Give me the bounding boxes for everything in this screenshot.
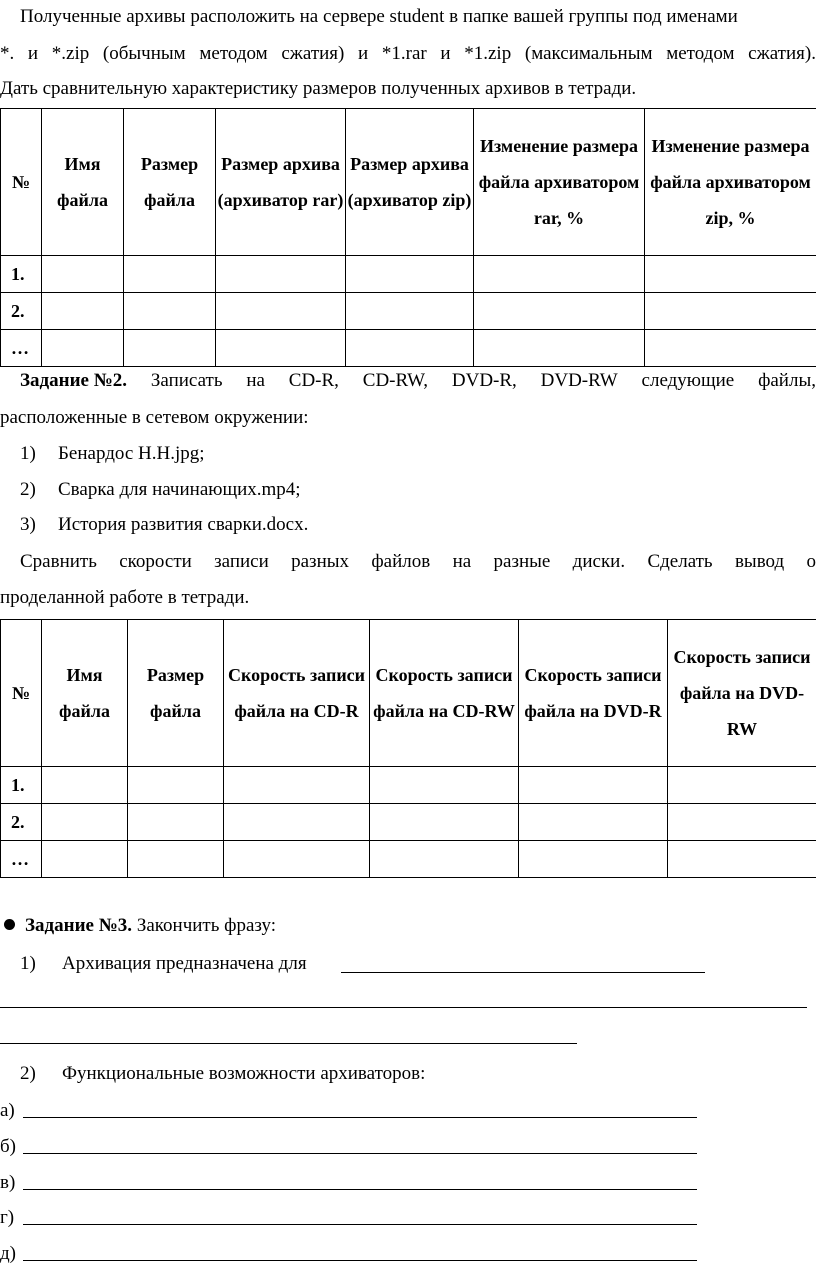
task2-line-2 [0,407,309,429]
word: DVD-RW [540,370,618,391]
word: файлы, [758,370,816,391]
word: на [452,551,472,572]
table-cell [42,804,128,841]
table-cell [645,256,816,293]
write-speed-table [0,619,816,878]
table-cell [128,767,224,804]
word: скорости [119,551,192,572]
task2-line-1 [20,370,816,392]
table-cell [42,767,128,804]
word: разных [291,551,349,572]
table-cell [519,804,668,841]
table2-header-cell: Размер файла [128,620,224,767]
table2-header-cell: Скорость записи файла на CD-RW [370,620,519,767]
answer-row-c [0,1172,15,1194]
table-row [1,767,816,804]
table-cell [42,256,124,293]
row-number: 1. [1,256,42,293]
table-cell [124,330,216,367]
table1-header-cell: Изменение размера файла архиватором rar, % [474,109,645,256]
answer-letter: г) [0,1207,15,1228]
table-cell [124,256,216,293]
task3-text: Закончить фразу: [136,915,277,936]
word: Сравнить [20,551,97,572]
table1-header-row [1,109,816,256]
word: и [440,43,451,64]
table-cell [346,256,474,293]
table-cell [474,330,645,367]
row-number: 2. [1,293,42,330]
table-cell [668,804,816,841]
task2-item-2 [20,479,301,501]
intro-line-1-text: Полученные архивы расположить на сервере student в папке вашей группы под именами [20,6,738,27]
table2-header-cell: Скорость записи файла на CD-R [224,620,370,767]
table2-header-cell: Имя файла [42,620,128,767]
table-cell [519,841,668,878]
table-cell [346,330,474,367]
word: методом [199,43,268,64]
table2-header-cell: Скорость записи файла на DVD-R [519,620,668,767]
word: разные [493,551,551,572]
table-cell [224,767,370,804]
word: Записать [150,370,223,391]
task2-compare-line-1 [20,551,816,573]
table-cell [668,767,816,804]
table-cell [128,804,224,841]
answer-blank-line[interactable] [341,972,705,973]
table-cell [42,293,124,330]
task2-compare-line-2-text: проделанной работе в тетради. [0,587,250,608]
word: (максимальным [524,43,653,64]
table-cell [519,767,668,804]
answer-blank-line[interactable] [23,1224,697,1225]
list-item-number: 1) [20,953,36,974]
word: *. [0,43,15,64]
row-number: … [1,330,42,367]
answer-row-b [0,1136,16,1158]
table-cell [216,330,346,367]
word: сжатия) [281,43,345,64]
table-row [1,804,816,841]
table-cell [474,256,645,293]
list-item-text: Функциональные возможности архиваторов: [62,1063,426,1084]
table-row [1,293,816,330]
table-row [1,256,816,293]
table-cell [42,841,128,878]
list-item-number: 1) [20,443,36,464]
table-cell [216,256,346,293]
task2-item-3 [20,514,309,536]
list-item-text: История развития сварки.docx. [58,514,309,535]
answer-blank-line[interactable] [23,1189,697,1190]
word: следующие [641,370,735,391]
word: на [246,370,265,391]
table1-header-cell: Размер архива (архиватор rar) [216,109,346,256]
table1-header-cell: Изменение размера файла архиватором zip, % [645,109,816,256]
answer-row-e [0,1243,16,1265]
list-item-number: 2) [20,1063,36,1084]
answer-letter: д) [0,1243,16,1264]
answer-blank-line[interactable] [23,1153,697,1154]
intro-line-2 [0,43,816,65]
word: и [358,43,369,64]
table-cell [224,804,370,841]
table-cell [346,293,474,330]
row-number: 2. [1,804,42,841]
table-cell [128,841,224,878]
table-cell [224,841,370,878]
answer-blank-line[interactable] [23,1117,697,1118]
task2-label: Задание №2. [20,370,128,391]
list-item-number: 2) [20,479,36,500]
task3-item-2 [20,1063,426,1085]
table2-header-row [1,620,816,767]
table-cell [370,841,519,878]
task3-label: Задание №3. [25,915,133,936]
list-item-text: Сварка для начинающих.mp4; [58,479,301,500]
row-number: 1. [1,767,42,804]
task3-item-1 [20,953,307,975]
task2-compare-line-2 [0,587,249,609]
answer-blank-line[interactable] [0,1007,807,1008]
table1-header-cell: Размер архива (архиватор zip) [346,109,474,256]
word: CD-RW, [362,370,429,391]
table1-header-cell: № [1,109,42,256]
bullet-icon [4,919,15,930]
list-item-text: Бенардос Н.Н.jpg; [58,443,205,464]
word: *1.rar [381,43,427,64]
table1-header-cell: Размер файла [124,109,216,256]
table2-header-cell: Скорость записи файла на DVD-RW [668,620,816,767]
task3-heading [4,915,276,937]
word: файлов [371,551,431,572]
word: *1.zip [464,43,512,64]
answer-letter: в) [0,1172,16,1193]
intro-line-3-text: Дать сравнительную характеристику размеров полученных архивов в тетради. [0,78,637,99]
table-cell [124,293,216,330]
table-row [1,330,816,367]
table-cell [370,804,519,841]
word: CD-R, [288,370,339,391]
table-cell [645,293,816,330]
answer-row-d [0,1207,14,1229]
list-item-number: 3) [20,514,36,535]
list-item-text: Архивация предназначена для [62,953,307,974]
task2-item-1 [20,443,205,465]
word: и [27,43,39,64]
archive-size-table [0,108,816,367]
word: записи [214,551,269,572]
table1-header-cell: Имя файла [42,109,124,256]
table-cell [42,330,124,367]
word: Сделать [647,551,713,572]
table2-header-cell: № [1,620,42,767]
row-number: … [1,841,42,878]
answer-row-a [0,1100,15,1122]
table-cell [668,841,816,878]
word: методом [666,43,735,64]
intro-line-3 [0,78,636,100]
answer-blank-line[interactable] [23,1260,697,1261]
word: DVD-R, [451,370,517,391]
table-cell [370,767,519,804]
word: (обычным [102,43,186,64]
intro-line-1 [20,6,816,28]
table-row [1,841,816,878]
answer-letter: б) [0,1136,16,1157]
word: сжатия). [748,43,816,64]
word: вывод [734,551,785,572]
word: о [806,551,816,572]
word: диски. [572,551,626,572]
answer-blank-line[interactable] [0,1043,577,1044]
table-cell [645,330,816,367]
task2-line-2-text: расположенные в сетевом окружении: [0,407,309,428]
answer-letter: а) [0,1100,15,1121]
table-cell [474,293,645,330]
table-cell [216,293,346,330]
word: *.zip [51,43,90,64]
